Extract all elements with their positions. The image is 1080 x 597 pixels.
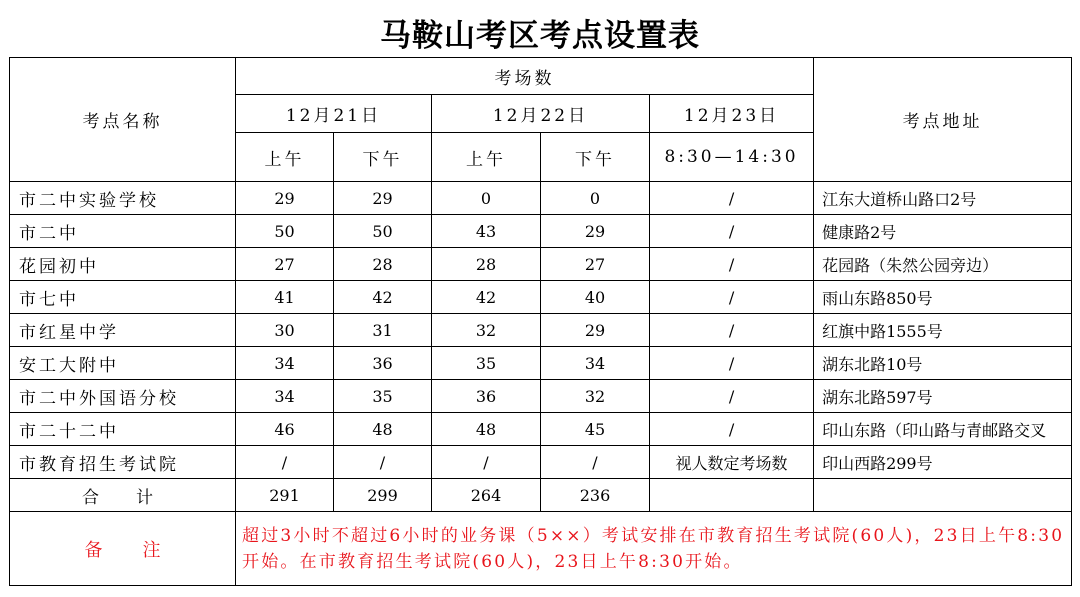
note-row <box>10 512 1072 586</box>
room-count-cell: 27 <box>236 248 334 281</box>
note-label: 备注 <box>10 512 236 586</box>
day23-cell: / <box>650 215 814 248</box>
table-row <box>10 347 1072 380</box>
total-cell <box>650 479 814 512</box>
header-21-pm: 下午 <box>334 133 432 182</box>
room-count-cell: 0 <box>541 182 650 215</box>
room-count-cell: 32 <box>541 380 650 413</box>
header-address: 考点地址 <box>814 58 1072 182</box>
table-row <box>10 413 1072 446</box>
room-count-cell: 48 <box>432 413 541 446</box>
room-count-cell: 41 <box>236 281 334 314</box>
header-date-22: 12月22日 <box>432 95 650 133</box>
room-count-cell: 50 <box>236 215 334 248</box>
table-row <box>10 446 1072 479</box>
site-name-cell: 市红星中学 <box>10 314 236 347</box>
day23-cell: / <box>650 347 814 380</box>
header-site-name: 考点名称 <box>10 58 236 182</box>
room-count-cell: 40 <box>541 281 650 314</box>
header-23-time: 8:30—14:30 <box>650 133 814 182</box>
room-count-cell: 27 <box>541 248 650 281</box>
day23-cell: 视人数定考场数 <box>650 446 814 479</box>
day23-cell: / <box>650 380 814 413</box>
room-count-cell: 48 <box>334 413 432 446</box>
day23-cell: / <box>650 248 814 281</box>
header-22-am: 上午 <box>432 133 541 182</box>
room-count-cell: 42 <box>432 281 541 314</box>
table-row <box>10 281 1072 314</box>
room-count-cell: / <box>432 446 541 479</box>
address-cell: 印山东路（印山路与青邮路交叉 <box>814 413 1072 446</box>
site-name-cell: 市二中实验学校 <box>10 182 236 215</box>
address-cell: 湖东北路10号 <box>814 347 1072 380</box>
table-row <box>10 248 1072 281</box>
header-date-23: 12月23日 <box>650 95 814 133</box>
room-count-cell: 30 <box>236 314 334 347</box>
room-count-cell: 31 <box>334 314 432 347</box>
room-count-cell: 28 <box>334 248 432 281</box>
address-cell: 红旗中路1555号 <box>814 314 1072 347</box>
day23-cell: / <box>650 314 814 347</box>
room-count-cell: 34 <box>236 347 334 380</box>
room-count-cell: 43 <box>432 215 541 248</box>
room-count-cell: 29 <box>541 314 650 347</box>
header-21-am: 上午 <box>236 133 334 182</box>
site-name-cell: 市七中 <box>10 281 236 314</box>
total-cell: 291 <box>236 479 334 512</box>
room-count-cell: 34 <box>236 380 334 413</box>
table-row <box>10 182 1072 215</box>
site-name-cell: 市教育招生考试院 <box>10 446 236 479</box>
room-count-cell: 35 <box>432 347 541 380</box>
room-count-cell: / <box>236 446 334 479</box>
day23-cell: / <box>650 182 814 215</box>
site-name-cell: 市二十二中 <box>10 413 236 446</box>
table-row <box>10 380 1072 413</box>
address-cell: 雨山东路850号 <box>814 281 1072 314</box>
room-count-cell: 32 <box>432 314 541 347</box>
address-cell: 花园路（朱然公园旁边） <box>814 248 1072 281</box>
room-count-cell: 46 <box>236 413 334 446</box>
site-name-cell: 市二中外国语分校 <box>10 380 236 413</box>
total-row <box>10 479 1072 512</box>
total-address-cell <box>814 479 1072 512</box>
note-text: 超过3小时不超过6小时的业务课（5××）考试安排在市教育招生考试院(60人)，23日上午8:30开始。在市教育招生考试院(60人)，23日上午8:30开始。 <box>236 512 1072 586</box>
room-count-cell: 42 <box>334 281 432 314</box>
table-row <box>10 314 1072 347</box>
total-cell: 264 <box>432 479 541 512</box>
room-count-cell: 29 <box>541 215 650 248</box>
header-22-pm: 下午 <box>541 133 650 182</box>
room-count-cell: 29 <box>236 182 334 215</box>
table-row <box>10 215 1072 248</box>
room-count-cell: 34 <box>541 347 650 380</box>
site-name-cell: 花园初中 <box>10 248 236 281</box>
exam-site-table <box>9 57 1072 586</box>
header-date-21: 12月21日 <box>236 95 432 133</box>
page-title: 马鞍山考区考点设置表 <box>380 18 700 54</box>
room-count-cell: 29 <box>334 182 432 215</box>
room-count-cell: 0 <box>432 182 541 215</box>
address-cell: 江东大道桥山路口2号 <box>814 182 1072 215</box>
day23-cell: / <box>650 413 814 446</box>
site-name-cell: 市二中 <box>10 215 236 248</box>
day23-cell: / <box>650 281 814 314</box>
room-count-cell: / <box>334 446 432 479</box>
room-count-cell: 50 <box>334 215 432 248</box>
room-count-cell: / <box>541 446 650 479</box>
address-cell: 健康路2号 <box>814 215 1072 248</box>
address-cell: 印山西路299号 <box>814 446 1072 479</box>
room-count-cell: 28 <box>432 248 541 281</box>
room-count-cell: 36 <box>432 380 541 413</box>
address-cell: 湖东北路597号 <box>814 380 1072 413</box>
header-room-count: 考场数 <box>236 58 814 95</box>
room-count-cell: 36 <box>334 347 432 380</box>
total-label: 合 计 <box>10 479 236 512</box>
total-cell: 236 <box>541 479 650 512</box>
room-count-cell: 35 <box>334 380 432 413</box>
room-count-cell: 45 <box>541 413 650 446</box>
site-name-cell: 安工大附中 <box>10 347 236 380</box>
total-cell: 299 <box>334 479 432 512</box>
